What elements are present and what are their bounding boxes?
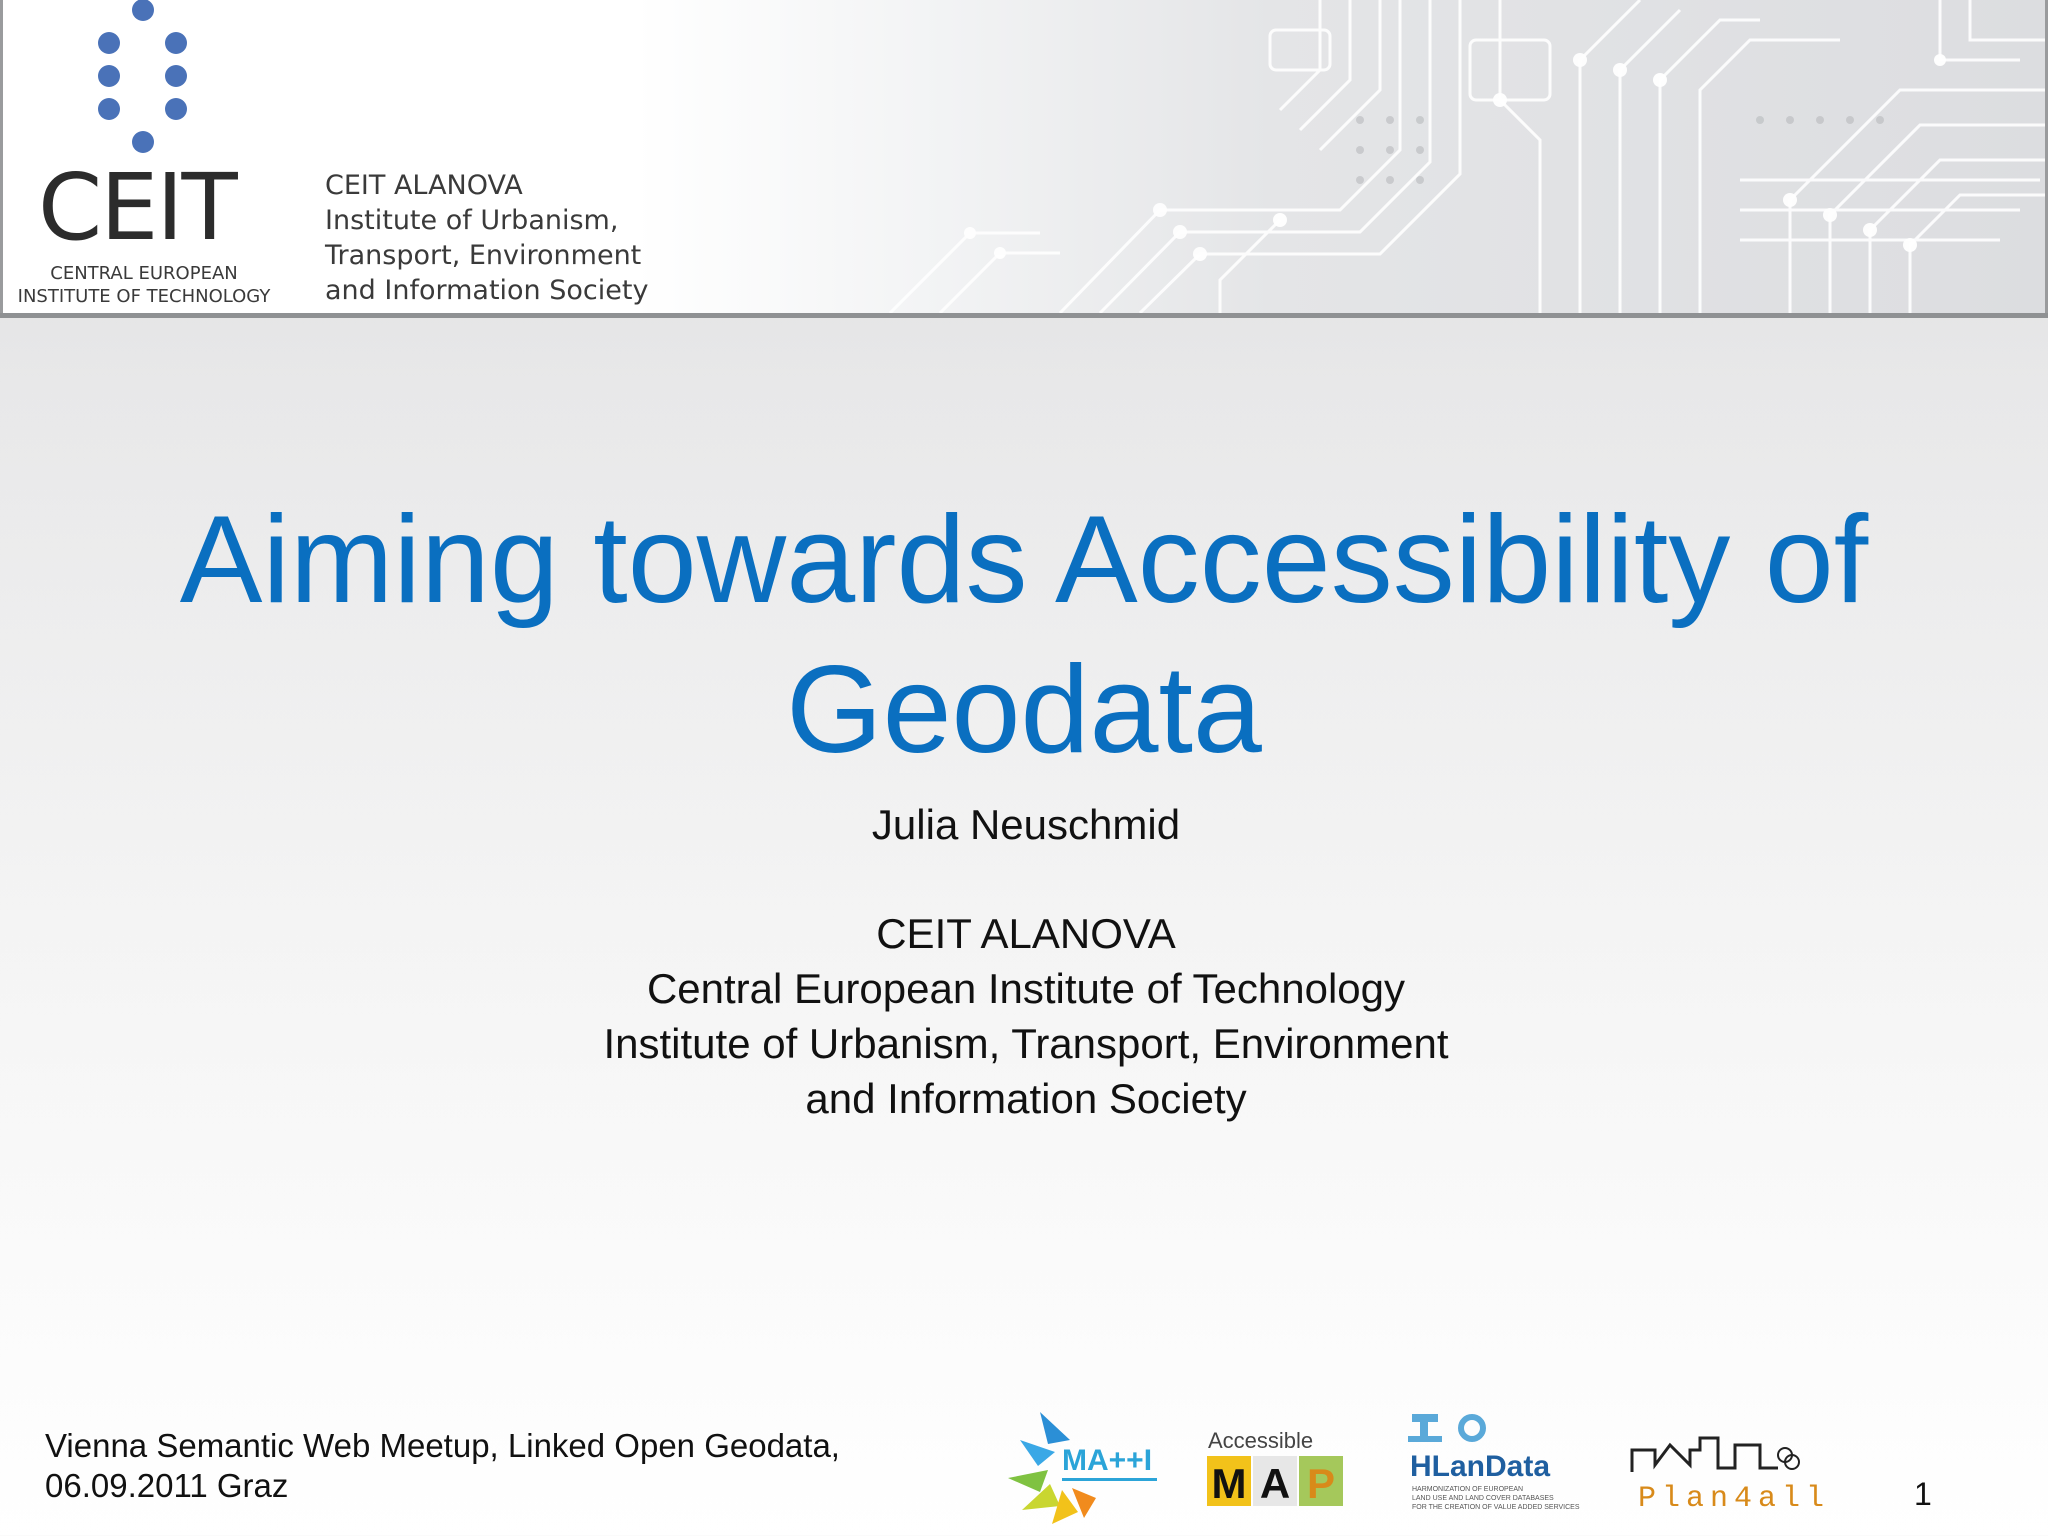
slide-title: Aiming towards Accessibility of Geodata (179, 491, 1869, 779)
mai-logo (1008, 1412, 1157, 1524)
affiliation-block (0, 906, 2048, 1126)
ceit-subtitle-line: INSTITUTE OF TECHNOLOGY (17, 286, 271, 307)
accessible-map-caption: Accessible (1208, 1428, 1314, 1453)
institute-name-block (325, 168, 648, 308)
hlandata-tagline-line: HARMONIZATION OF EUROPEAN (1412, 1486, 1524, 1493)
accessible-map-letter-m: M (1211, 1460, 1247, 1507)
ceit-wordmark: CEIT (38, 154, 236, 261)
event-info (45, 1426, 840, 1506)
ceit-subtitle-line: CENTRAL EUROPEAN (50, 263, 238, 284)
event-line: 06.09.2011 Graz (45, 1467, 289, 1504)
hlandata-name: HLanData (1410, 1450, 1551, 1483)
accessible-map-letter-a: A (1259, 1460, 1291, 1507)
plan4all-logo (1632, 1438, 1830, 1516)
header-left-border (0, 0, 3, 313)
hlandata-tagline-line: FOR THE CREATION OF VALUE ADDED SERVICES (1412, 1504, 1580, 1511)
accessible-map-letter-p: P (1306, 1460, 1336, 1507)
hlandata-tagline-line: LAND USE AND LAND COVER DATABASES (1412, 1495, 1554, 1502)
author-name: Julia Neuschmid (871, 801, 1181, 848)
institute-line: and Information Society (325, 275, 649, 306)
mai-logo-text: MA++I (1062, 1444, 1153, 1477)
ceit-logo (0, 0, 649, 313)
page-number: 1 (1914, 1476, 1932, 1512)
accessible-map-logo (1207, 1428, 1343, 1507)
hlandata-logo (1408, 1414, 1580, 1511)
slide-header-banner (0, 0, 2048, 318)
institute-line: Institute of Urbanism, (325, 205, 619, 236)
affiliation-line: and Information Society (805, 1075, 1247, 1122)
ceit-dots-icon (90, 0, 200, 160)
affiliation-line: Central European Institute of Technology (646, 965, 1406, 1012)
affiliation-line: CEIT ALANOVA (876, 910, 1176, 957)
institute-line: CEIT ALANOVA (325, 170, 523, 201)
institute-line: Transport, Environment (325, 240, 642, 271)
event-line: Vienna Semantic Web Meetup, Linked Open Geodata, (45, 1427, 840, 1464)
circuit-board-graphic (640, 0, 2048, 313)
affiliation-line: Institute of Urbanism, Transport, Environment (603, 1020, 1449, 1067)
plan4all-text: Plan4all (1638, 1482, 1831, 1516)
partner-logos (1000, 1400, 1900, 1530)
ceit-logo-subtitle (6, 262, 282, 308)
